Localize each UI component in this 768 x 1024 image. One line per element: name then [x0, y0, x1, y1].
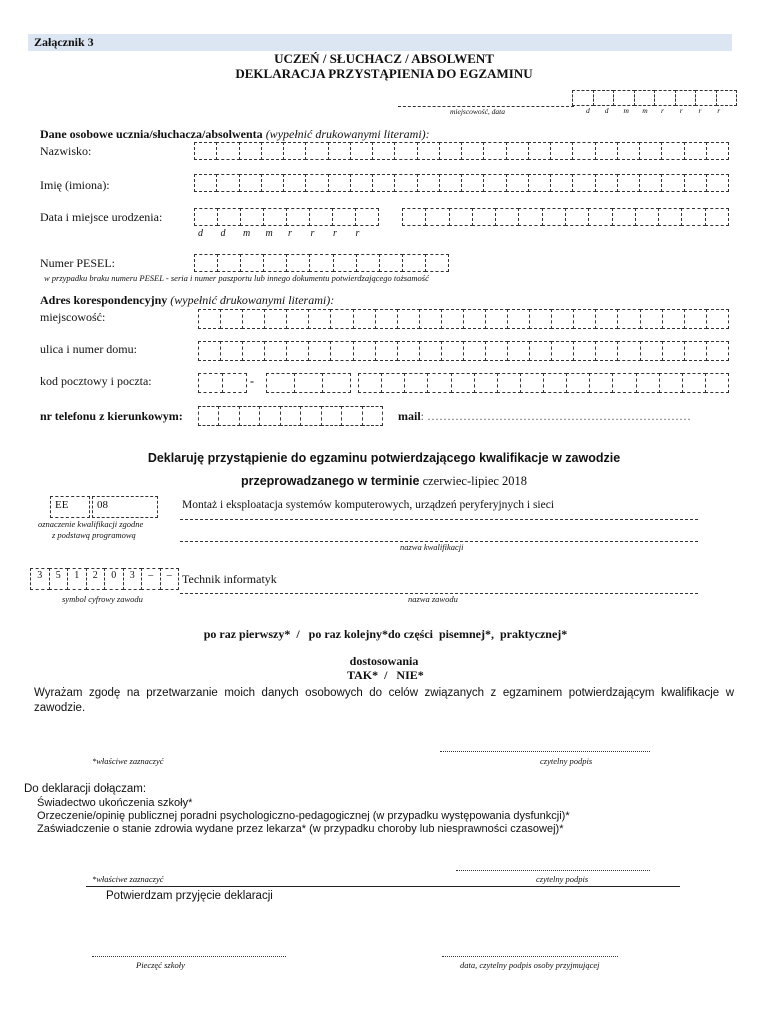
input-cell[interactable] [684, 341, 707, 361]
input-cell[interactable] [497, 373, 521, 393]
input-cell[interactable] [662, 309, 685, 329]
input-cell[interactable] [566, 373, 590, 393]
postal-code-b[interactable] [266, 373, 350, 393]
input-cell[interactable] [705, 373, 729, 393]
personal-heading: Dane osobowe ucznia/słuchacza/absolwenta (wypełnić drukowanymi literami): [40, 127, 430, 141]
input-cell[interactable] [263, 208, 287, 226]
input-cell[interactable] [617, 174, 640, 192]
input-cell[interactable] [425, 254, 449, 272]
declaration-line-2: przeprowadzanego w terminie czerwiec-lipiec 2018 [240, 474, 528, 488]
input-cell[interactable] [358, 373, 382, 393]
attachment-item-1[interactable]: Świadectwo ukończenia szkoły* [34, 797, 193, 809]
birth-date-field[interactable] [194, 208, 378, 226]
input-cell[interactable] [283, 174, 306, 192]
input-cell[interactable] [333, 254, 357, 272]
input-cell[interactable] [572, 142, 595, 160]
input-cell[interactable] [520, 373, 544, 393]
input-cell[interactable] [404, 373, 428, 393]
phone-field[interactable] [198, 406, 382, 426]
input-cell[interactable] [308, 309, 331, 329]
code-caption-1: oznaczenie kwalifikacji zgodne [38, 519, 144, 529]
postal-label: kod pocztowy i poczta: [40, 374, 152, 388]
input-cell[interactable] [217, 208, 241, 226]
input-cell[interactable] [328, 174, 351, 192]
attempt-options[interactable]: po raz pierwszy* / po raz kolejny*do części pisemnej*, praktycznej* [200, 627, 568, 641]
input-cell[interactable] [485, 341, 508, 361]
input-cell[interactable] [588, 208, 612, 226]
input-cell[interactable] [239, 142, 262, 160]
input-cell[interactable] [341, 406, 362, 426]
profession-name: Technik informatyk [182, 572, 277, 586]
input-cell[interactable] [639, 174, 662, 192]
street-label: ulica i numer domu: [40, 342, 137, 356]
input-cell[interactable] [463, 309, 486, 329]
attachment-item-2[interactable]: Orzeczenie/opinię publicznej poradni psychologiczno-pedagogicznej (w przypadku występowania dysfunkcji)* [34, 810, 570, 822]
profession-code-caption: symbol cyfrowy zawodu [62, 594, 143, 604]
input-cell[interactable] [198, 309, 221, 329]
qualification-name: Montaż i eksploatacja systemów komputerowych, urządzeń peryferyjnych i sieci [182, 499, 555, 511]
input-cell[interactable] [595, 174, 618, 192]
input-cell[interactable] [362, 406, 383, 426]
adaptation-heading: dostosowania [349, 654, 419, 668]
input-cell[interactable] [372, 142, 395, 160]
input-cell[interactable] [261, 142, 284, 160]
input-cell[interactable] [353, 341, 376, 361]
date-letters: d d m m r r r r [586, 106, 721, 115]
mail-label: mail: ………………………………………………………… [398, 409, 692, 423]
date-boxes[interactable] [572, 90, 736, 106]
input-cell[interactable] [381, 373, 405, 393]
place-date-caption: miejscowość, data [450, 107, 505, 116]
city-label: miejscowość: [40, 310, 106, 324]
input-cell[interactable] [485, 309, 508, 329]
input-cell[interactable] [425, 208, 449, 226]
names-label: Imię (imiona): [40, 178, 110, 192]
consent-text: Wyrażam zgodę na przetwarzanie moich danych osobowych do celów związanych z egzaminem potwierdzającym kwalifikacje w zawodzie. [34, 687, 734, 714]
qualification-caption: nazwa kwalifikacji [400, 542, 464, 552]
input-cell[interactable] [198, 406, 219, 426]
input-cell[interactable] [261, 174, 284, 192]
input-cell[interactable] [529, 341, 552, 361]
input-cell[interactable] [305, 174, 328, 192]
input-cell[interactable] [573, 309, 596, 329]
input-cell[interactable] [705, 208, 729, 226]
input-cell[interactable] [220, 309, 243, 329]
consent-mark-note: *właściwe zaznaczyć [92, 756, 164, 766]
input-cell[interactable] [506, 142, 529, 160]
input-cell[interactable] [427, 373, 451, 393]
input-cell[interactable] [550, 142, 573, 160]
consent-signature-caption: czytelny podpis [540, 756, 593, 766]
birth-date-letters: d d m m r r r r [198, 228, 360, 239]
attachments-mark-note: *właściwe zaznaczyć [92, 874, 164, 884]
input-cell[interactable] [194, 174, 217, 192]
input-cell[interactable] [240, 208, 264, 226]
input-cell[interactable] [483, 174, 506, 192]
profession-name-caption: nazwa zawodu [408, 594, 458, 604]
input-cell[interactable] [216, 174, 239, 192]
input-cell[interactable] [216, 142, 239, 160]
input-cell[interactable] [684, 142, 707, 160]
input-cell[interactable] [543, 373, 567, 393]
input-cell[interactable] [706, 142, 729, 160]
input-cell[interactable] [300, 406, 321, 426]
input-cell[interactable] [682, 373, 706, 393]
input-cell[interactable] [263, 254, 287, 272]
input-cell[interactable] [239, 406, 260, 426]
surname-label: Nazwisko: [40, 144, 92, 158]
input-cell[interactable] [350, 174, 373, 192]
input-cell[interactable] [379, 254, 403, 272]
input-cell[interactable] [441, 341, 464, 361]
input-cell[interactable] [612, 208, 636, 226]
profession-code[interactable]: 3 5 1 2 0 3 – – [30, 568, 178, 590]
input-cell[interactable] [397, 341, 420, 361]
input-cell[interactable] [322, 373, 351, 393]
input-cell[interactable] [661, 142, 684, 160]
input-cell[interactable] [449, 208, 473, 226]
input-cell[interactable] [240, 254, 264, 272]
input-cell[interactable] [474, 373, 498, 393]
input-cell[interactable] [353, 309, 376, 329]
qualification-line-1 [180, 519, 698, 520]
input-cell[interactable] [286, 341, 309, 361]
input-cell[interactable] [684, 309, 707, 329]
input-cell[interactable] [328, 142, 351, 160]
input-cell[interactable] [595, 309, 618, 329]
postal-dash: - [250, 374, 254, 388]
input-cell[interactable] [375, 309, 398, 329]
header-band [28, 34, 732, 51]
input-cell[interactable] [266, 373, 295, 393]
input-cell[interactable] [528, 142, 551, 160]
input-cell[interactable] [573, 341, 596, 361]
input-cell[interactable] [222, 373, 247, 393]
input-cell[interactable] [198, 341, 221, 361]
input-cell[interactable] [662, 341, 685, 361]
birth-place-field[interactable] [402, 208, 728, 226]
input-cell[interactable] [572, 174, 595, 192]
declaration-line-1: Deklaruję przystąpienie do egzaminu potwierdzającego kwalifikacje w zawodzie [147, 451, 621, 465]
input-cell[interactable] [595, 341, 618, 361]
input-cell[interactable] [617, 142, 640, 160]
qualification-code-2[interactable]: 08 [92, 496, 158, 518]
input-cell[interactable] [635, 208, 659, 226]
names-field[interactable] [194, 174, 728, 192]
attachment-item-3[interactable]: Zaświadczenie o stanie zdrowia wydane przez lekarza* (w przypadku choroby lub niesprawności czasowej)* [34, 823, 564, 835]
input-cell[interactable] [658, 208, 682, 226]
input-cell[interactable] [684, 174, 707, 192]
input-cell[interactable] [294, 373, 323, 393]
input-cell[interactable] [472, 208, 496, 226]
receiver-caption: data, czytelny podpis osoby przyjmującej [460, 960, 600, 970]
input-cell[interactable] [356, 254, 380, 272]
attachments-signature-caption: czytelny podpis [536, 874, 589, 884]
input-cell[interactable] [661, 174, 684, 192]
postal-code-a[interactable] [198, 373, 246, 393]
input-cell[interactable] [283, 142, 306, 160]
input-cell[interactable] [264, 309, 287, 329]
input-cell[interactable] [242, 341, 265, 361]
input-cell[interactable] [640, 309, 663, 329]
input-cell[interactable] [528, 174, 551, 192]
input-cell[interactable] [280, 406, 301, 426]
pesel-note: w przypadku braku numeru PESEL - seria i numer paszportu lub innego dokumentu potwierdzającego tożsamość [44, 273, 429, 283]
input-cell[interactable] [242, 309, 265, 329]
post-office-field[interactable] [358, 373, 728, 393]
input-cell[interactable] [305, 142, 328, 160]
input-cell[interactable] [507, 309, 530, 329]
input-cell[interactable] [595, 142, 618, 160]
address-heading: Adres korespondencyjny (wypełnić drukowanymi literami): [40, 293, 335, 307]
input-cell[interactable] [518, 208, 542, 226]
section-divider [86, 886, 680, 887]
phone-label: nr telefonu z kierunkowym: [40, 409, 183, 423]
input-cell[interactable] [589, 373, 613, 393]
input-cell[interactable] [194, 208, 218, 226]
input-cell[interactable] [542, 208, 566, 226]
input-cell[interactable] [419, 309, 442, 329]
code-caption-2: z podstawą programową [52, 530, 136, 540]
input-cell[interactable] [308, 341, 331, 361]
input-cell[interactable] [417, 142, 440, 160]
annex-label: Załącznik 3 [34, 35, 94, 49]
input-cell[interactable] [218, 406, 239, 426]
input-cell[interactable] [706, 309, 729, 329]
input-cell[interactable] [617, 309, 640, 329]
input-cell[interactable] [397, 309, 420, 329]
input-cell[interactable] [419, 341, 442, 361]
input-cell[interactable] [330, 309, 353, 329]
input-cell[interactable] [350, 142, 373, 160]
confirm-text: Potwierdzam przyjęcie deklaracji [106, 890, 273, 902]
input-cell[interactable] [194, 142, 217, 160]
input-cell[interactable] [461, 142, 484, 160]
input-cell[interactable] [394, 142, 417, 160]
input-cell[interactable] [264, 341, 287, 361]
pesel-label: Numer PESEL: [40, 256, 115, 270]
street-field[interactable] [198, 341, 728, 361]
city-field[interactable] [198, 309, 728, 329]
input-cell[interactable] [551, 341, 574, 361]
input-cell[interactable] [309, 208, 333, 226]
input-cell[interactable] [375, 341, 398, 361]
input-cell[interactable] [441, 309, 464, 329]
pesel-field[interactable] [194, 254, 448, 272]
attachments-heading: Do deklaracji dołączam: [24, 783, 147, 795]
surname-field[interactable] [194, 142, 728, 160]
input-cell[interactable] [463, 341, 486, 361]
input-cell[interactable] [617, 341, 640, 361]
input-cell[interactable] [355, 208, 379, 226]
input-cell[interactable] [220, 341, 243, 361]
input-cell[interactable] [286, 309, 309, 329]
title-line-2: DEKLARACJA PRZYSTĄPIENIA DO EGZAMINU [235, 66, 533, 81]
title-line-1: UCZEŃ / SŁUCHACZ / ABSOLWENT [274, 51, 494, 66]
stamp-caption: Pieczęć szkoły [136, 960, 185, 970]
input-cell[interactable] [332, 208, 356, 226]
input-cell[interactable] [417, 174, 440, 192]
input-cell[interactable] [402, 208, 426, 226]
input-cell[interactable] [451, 373, 475, 393]
input-cell[interactable] [550, 174, 573, 192]
input-cell[interactable] [194, 254, 218, 272]
input-cell[interactable] [706, 341, 729, 361]
input-cell[interactable] [551, 309, 574, 329]
input-cell[interactable] [402, 254, 426, 272]
input-cell[interactable] [681, 208, 705, 226]
stamp-line [92, 956, 286, 957]
qualification-code-1[interactable]: EE [50, 496, 90, 518]
input-cell[interactable] [259, 406, 280, 426]
input-cell[interactable] [495, 208, 519, 226]
adaptation-options[interactable]: TAK* / NIE* [344, 668, 424, 682]
input-cell[interactable] [639, 142, 662, 160]
input-cell[interactable] [706, 174, 729, 192]
input-cell[interactable] [330, 341, 353, 361]
input-cell[interactable] [506, 174, 529, 192]
input-cell[interactable] [439, 174, 462, 192]
receiver-signature-line [442, 956, 618, 957]
input-cell[interactable] [659, 373, 683, 393]
input-cell[interactable] [217, 254, 241, 272]
input-cell[interactable] [286, 254, 310, 272]
input-cell[interactable] [286, 208, 310, 226]
attachments-signature-line [456, 870, 650, 871]
input-cell[interactable] [483, 142, 506, 160]
input-cell[interactable] [372, 174, 395, 192]
input-cell[interactable] [636, 373, 660, 393]
input-cell[interactable] [394, 174, 417, 192]
input-cell[interactable] [321, 406, 342, 426]
input-cell[interactable] [439, 142, 462, 160]
input-cell[interactable] [612, 373, 636, 393]
input-cell[interactable] [640, 341, 663, 361]
birth-label: Data i miejsce urodzenia: [40, 210, 163, 224]
input-cell[interactable] [565, 208, 589, 226]
input-cell[interactable] [507, 341, 530, 361]
input-cell[interactable] [529, 309, 552, 329]
input-cell[interactable] [239, 174, 262, 192]
consent-signature-line [440, 751, 650, 752]
input-cell[interactable] [198, 373, 223, 393]
input-cell[interactable] [309, 254, 333, 272]
input-cell[interactable] [461, 174, 484, 192]
